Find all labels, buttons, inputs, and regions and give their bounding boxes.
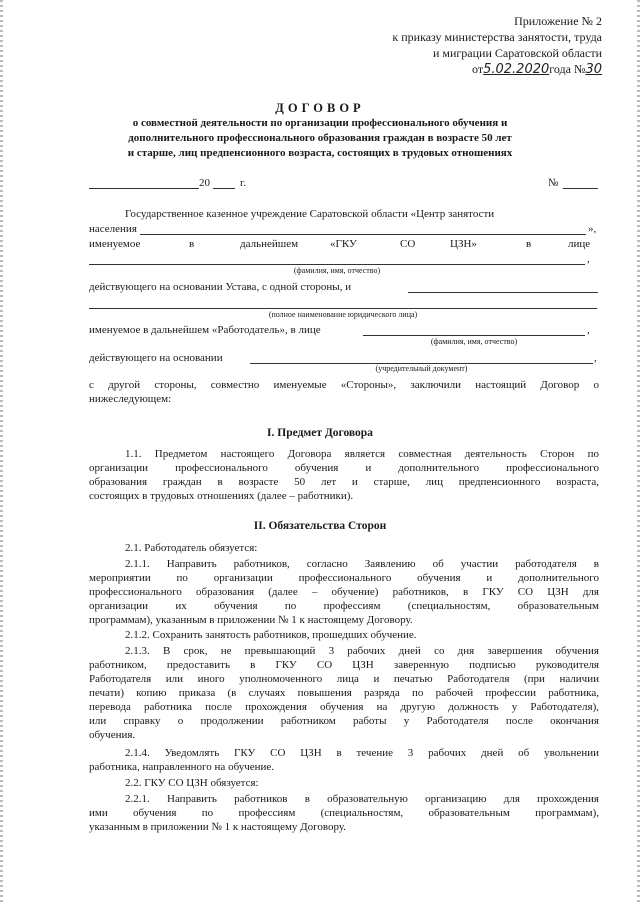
named-word-4: «ГКУ xyxy=(330,238,357,250)
named-word-5: СО xyxy=(400,238,416,250)
order-date-line xyxy=(472,62,602,77)
order-line-1: к приказу министерства занятости, труда xyxy=(392,30,602,44)
handwritten-date: 5.02.2020 xyxy=(483,62,550,77)
named-word-2: в xyxy=(189,238,195,250)
p2-1-1-line-5: программам), указанным в приложении № 1 к настоящему Договору. xyxy=(89,614,413,626)
acting-ustav: действующего на основании Устава, с одной стороны, и xyxy=(89,281,352,293)
employer-director-blank[interactable] xyxy=(363,335,585,336)
p2-1-1-line-1: 2.1.1. Направить работников, согласно Заявлению об участии работодателя в xyxy=(125,558,599,570)
p2-1-3-line-1: 2.1.3. В срок, не превышающий 3 рабочих дней со дня завершения обучения xyxy=(125,645,599,657)
contract-number-sign: № xyxy=(548,177,559,189)
handwritten-order-number: 30 xyxy=(585,62,602,77)
p2-2-1-line-2: ими обучения по профессиям (специальностям, образовательным программам), xyxy=(89,807,599,819)
title-sub-line-2: дополнительного профессионального образования граждан в возрасте 50 лет xyxy=(128,132,512,144)
caption-doc: (учредительный документ) xyxy=(375,364,468,373)
date-blank[interactable] xyxy=(89,188,199,189)
p1-1-line-4: состоящих в трудовых отношениях (далее – работники). xyxy=(89,490,354,502)
title-sub-line-1: о совместной деятельности по организации профессионального обучения и xyxy=(132,117,508,129)
date-prefix: от xyxy=(472,62,484,76)
party1-fio-end: , xyxy=(587,253,590,265)
p2-1-3-line-5: перевода работника после прохождения обучения на другую должность у Работодателя), xyxy=(89,701,599,713)
year-word: года № xyxy=(549,62,586,76)
p1-1-line-1: 1.1. Предметом настоящего Договора является совместная деятельность Сторон по xyxy=(125,448,599,460)
caption-fio-1: (фамилия, имя, отчество) xyxy=(293,266,381,275)
appendix-number: Приложение № 2 xyxy=(514,14,602,28)
named-word-7: в xyxy=(526,238,532,250)
p2-2: 2.2. ГКУ СО ЦЗН обязуется: xyxy=(125,777,259,789)
p2-1-3-line-3: Работодателя или иного уполномоченного лица и печатью Работодателя (при наличии xyxy=(89,673,599,685)
title-sub-line-3: и старше, лиц предпенсионного возраста, состоящих в трудовых отношениях xyxy=(127,147,513,159)
p2-1-4-line-2: работника, направленного на обучение. xyxy=(89,761,275,773)
basis-end: , xyxy=(594,352,597,364)
named-word-8: лице xyxy=(568,238,591,250)
p2-1-1-line-4: организации их обучения по профессиям (специальностям, образовательным xyxy=(89,600,599,612)
p2-1: 2.1. Работодатель обязуется: xyxy=(125,542,258,554)
p2-1-4-line-1: 2.1.4. Уведомлять ГКУ СО ЦЗН в течение 3 рабочих дней об увольнении xyxy=(125,747,599,759)
document-title: ДОГОВОР xyxy=(275,101,365,115)
p1-1-line-2: организации профессионального обучения и дополнительного профессионального xyxy=(89,462,599,474)
p2-1-1-line-2: мероприятии по организации профессионального обучения и дополнительного xyxy=(89,572,599,584)
section-1-heading: I. Предмет Договора xyxy=(267,427,373,439)
employer-blank-2[interactable] xyxy=(89,308,597,309)
named-word-6: ЦЗН» xyxy=(450,238,477,250)
p2-1-3-line-6: или справку о продолжении работником работы у Работодателя после окончания xyxy=(89,715,599,727)
order-line-2: и миграции Саратовской области xyxy=(432,46,602,60)
party1-line-2-end: », xyxy=(588,223,597,235)
named-word-3: дальнейшем xyxy=(240,238,299,250)
contract-number-blank[interactable] xyxy=(563,188,598,189)
other-side-line-2: нижеследующем: xyxy=(89,393,172,405)
acting-basis: действующего на основании xyxy=(89,352,223,364)
employer-blank-1[interactable] xyxy=(408,292,598,293)
p2-2-1-line-3: указанным в приложении № 1 к настоящему Договору. xyxy=(89,821,347,833)
employer-fio-end: , xyxy=(587,324,590,336)
year-prefix: 20 xyxy=(199,177,210,189)
party1-line-2: населения xyxy=(89,223,137,235)
named-word-1: именуемое xyxy=(89,238,141,250)
caption-fio-2: (фамилия, имя, отчество) xyxy=(430,337,518,346)
caption-org: (полное наименование юридического лица) xyxy=(268,310,418,319)
p2-1-3-line-2: работником, предоставить в ГКУ СО ЦЗН заверенную подписью руководителя xyxy=(89,659,599,671)
p2-1-1-line-3: профессионального образования (далее – обучение) работников, в ГКУ СО ЦЗН для xyxy=(89,586,599,598)
p2-1-2: 2.1.2. Сохранить занятость работников, прошедших обучение. xyxy=(125,629,417,641)
other-side-line-1: с другой стороны, совместно именуемые «Стороны», заключили настоящий Договор о xyxy=(89,379,599,391)
p2-2-1-line-1: 2.2.1. Направить работников в образовательную организацию для прохождения xyxy=(125,793,599,805)
section-2-heading: II. Обязательства Сторон xyxy=(253,520,387,532)
employer-named: именуемое в дальнейшем «Работодатель», в лице xyxy=(89,324,321,336)
center-director-blank[interactable] xyxy=(89,264,585,265)
p2-1-3-line-4: печати) копию приказа (в случаях повышения разряда по рабочей профессии работника, xyxy=(89,687,599,699)
p1-1-line-3: образования граждан в возрасте 50 лет и старше, лиц предпенсионного возраста, xyxy=(89,476,599,488)
party1-line-1: Государственное казенное учреждение Саратовской области «Центр занятости xyxy=(125,208,495,220)
year-blank[interactable] xyxy=(213,188,235,189)
center-name-blank[interactable] xyxy=(140,234,586,235)
year-suffix: г. xyxy=(240,177,247,189)
p2-1-3-line-7: обучения. xyxy=(89,729,136,741)
